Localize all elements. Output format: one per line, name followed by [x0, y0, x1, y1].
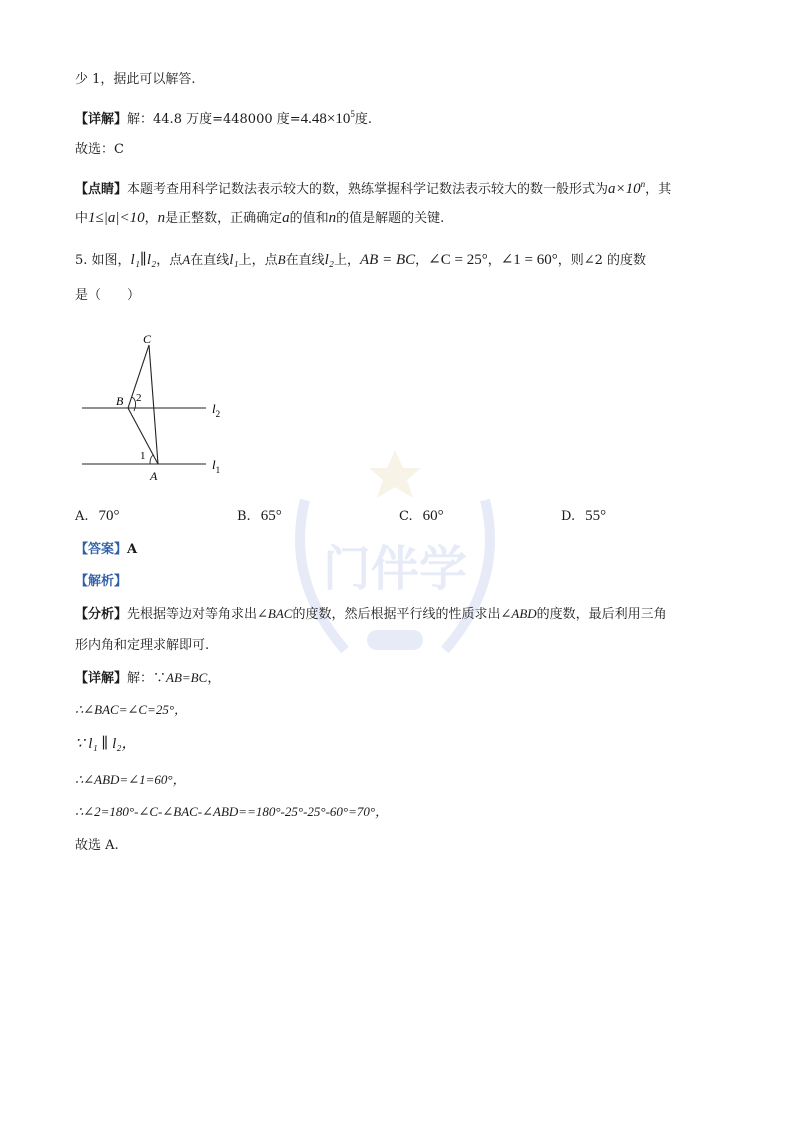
step-3 — [75, 770, 186, 791]
analysis-header — [75, 572, 127, 592]
detail-line — [75, 104, 372, 130]
text-line — [75, 70, 196, 90]
solution-line — [75, 668, 220, 689]
option-letter: B. — [237, 509, 251, 524]
text: 是正整数，正确确定 — [165, 211, 283, 226]
range-expression: 1≤|a|<10 — [88, 210, 145, 226]
label-l2 — [212, 401, 220, 419]
text: 在直线 — [190, 253, 230, 268]
label-2: 2 — [136, 392, 142, 404]
question-line — [75, 250, 646, 271]
label-a: A — [150, 469, 158, 483]
l1-subscript: 1 — [215, 465, 221, 475]
note-suffix: ，其 — [645, 182, 672, 197]
text: 在直线 — [285, 253, 325, 268]
analysis-line-2 — [75, 636, 209, 656]
sci-base: 4.48×10 — [300, 111, 351, 127]
text: ，则∠2 的度数 — [557, 253, 647, 268]
angle-c: ∠C = 25° — [428, 252, 488, 268]
point-a: A — [182, 252, 191, 267]
answer-tag: 【答案】 — [75, 542, 128, 557]
option-letter: D. — [561, 509, 576, 524]
note-line-2 — [75, 208, 444, 229]
segment-ca — [149, 345, 158, 464]
option-value: 70° — [98, 508, 120, 524]
angle-bac: ∠BAC — [257, 606, 293, 621]
general-form-exp: n — [640, 179, 646, 189]
equal-sides: AB = BC — [360, 252, 416, 268]
note-text: 本题考查用科学记数法表示较大的数，熟练掌握科学记数法表示较大的数一般形式为 — [127, 182, 609, 197]
var-n: n — [157, 210, 166, 226]
step-text: ∵ l₁ ∥ l₂， — [75, 736, 137, 752]
watermark-text: 门伴学 — [322, 543, 468, 596]
text: ， — [144, 211, 158, 226]
line-l1: l₁ — [229, 252, 239, 268]
step-4 — [75, 802, 388, 823]
equal-sides: AB=BC — [166, 670, 208, 685]
text: 的值是解题的关键. — [336, 211, 445, 226]
angle-1: ∠1 = 60° — [500, 252, 558, 268]
analysis-sub-tag: 【分析】 — [75, 607, 128, 622]
text: 先根据等边对等角求出 — [127, 607, 258, 622]
question-number: 5. 如图， — [75, 253, 131, 268]
sci-notation — [301, 111, 355, 127]
answer-line — [75, 540, 137, 560]
text: 中 — [75, 211, 89, 226]
option-letter: C. — [399, 509, 413, 524]
label-c: C — [143, 332, 152, 346]
watermark-logo — [275, 440, 515, 700]
line-l2: l₂ — [324, 252, 334, 268]
option-value: 65° — [260, 508, 282, 524]
option-b[interactable] — [237, 508, 282, 525]
text: ，点 — [156, 253, 183, 268]
text: ， — [207, 671, 221, 686]
label-1: 1 — [140, 450, 146, 462]
geometry-figure — [70, 325, 240, 485]
option-a[interactable] — [75, 508, 120, 525]
option-d[interactable] — [561, 508, 606, 525]
step-text: ∴∠BAC=∠C=25°， — [75, 702, 188, 717]
option-letter: A. — [75, 509, 89, 524]
question-blank: 是（ ） — [75, 288, 141, 303]
l1-letter: l — [212, 457, 216, 472]
note-tag: 【点睛】 — [75, 182, 128, 197]
l2-letter: l — [212, 401, 216, 416]
note-line — [75, 174, 671, 200]
question-line-2 — [75, 286, 140, 306]
text: 上，点 — [238, 253, 278, 268]
text: ， — [487, 253, 501, 268]
detail-suffix: 度. — [354, 112, 372, 127]
general-form — [608, 181, 645, 197]
text: ， — [415, 253, 429, 268]
choice-text: 故选：C — [75, 142, 124, 157]
line-text: 少 1，据此可以解答. — [75, 72, 196, 87]
sci-exp: 5 — [350, 109, 355, 119]
detail-text: 解：44.8 万度=448000 度= — [127, 112, 301, 127]
text: 上， — [334, 253, 361, 268]
text: 形内角和定理求解即可. — [75, 638, 210, 653]
step-text: ∴∠ABD=∠1=60°， — [75, 772, 186, 787]
step-text: 故选 A. — [75, 838, 119, 853]
point-b: B — [277, 252, 286, 267]
detail-tag: 【详解】 — [75, 112, 128, 127]
var-a: a — [282, 210, 290, 226]
var-n: n — [328, 210, 337, 226]
choice-line — [75, 140, 124, 160]
step-text: ∴∠2=180°-∠C-∠BAC-∠ABD==180°-25°-25°-60°=70°， — [75, 804, 389, 819]
angle-abd: ∠ABD — [500, 606, 537, 621]
solution-tag: 【详解】 — [75, 671, 128, 686]
label-l1 — [212, 457, 220, 475]
l2-subscript: 2 — [215, 409, 221, 419]
option-value: 55° — [585, 508, 607, 524]
step-5 — [75, 836, 119, 856]
analysis-tag: 【解析】 — [75, 574, 128, 589]
text: 解：∵ — [127, 671, 167, 686]
option-c[interactable] — [399, 508, 444, 525]
step-2 — [75, 734, 137, 755]
general-form-base: a×10 — [608, 181, 641, 197]
step-1 — [75, 700, 187, 721]
analysis-line — [75, 604, 667, 625]
text: 的度数，然后根据平行线的性质求出 — [292, 607, 501, 622]
option-value: 60° — [422, 508, 444, 524]
text: 的度数，最后利用三角 — [536, 607, 667, 622]
label-b: B — [116, 394, 124, 408]
text: 的值和 — [289, 211, 329, 226]
parallel-expr: l₁∥l₂ — [130, 252, 157, 268]
answer-value: A — [127, 542, 138, 557]
